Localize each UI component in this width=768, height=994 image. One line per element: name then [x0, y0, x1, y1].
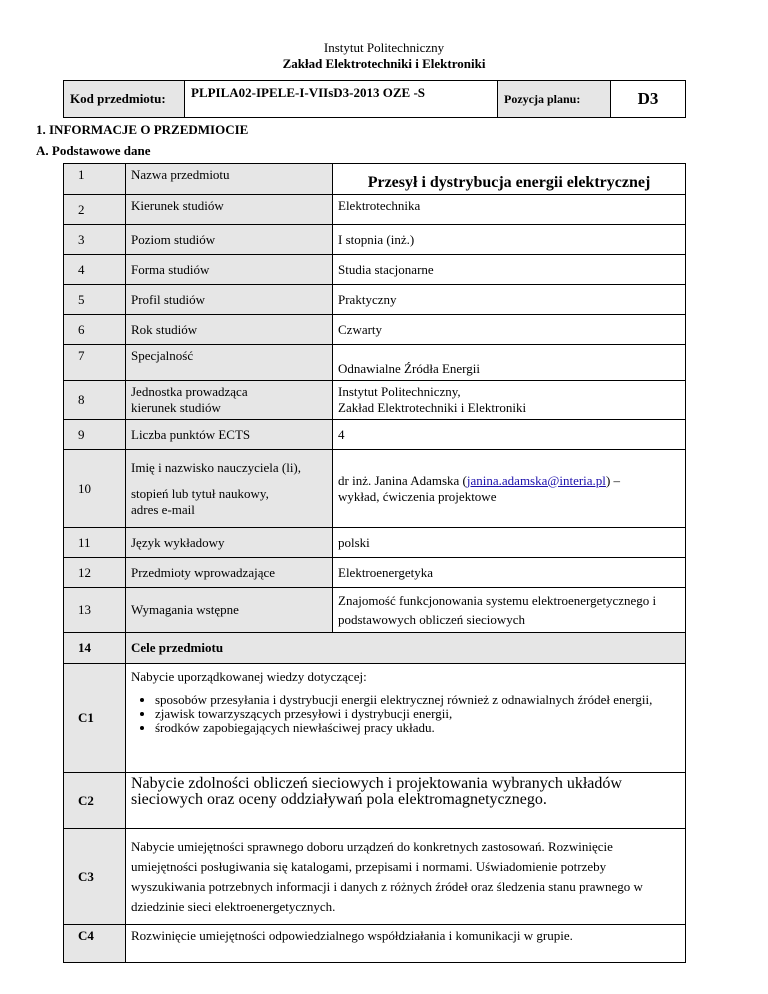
table-row	[64, 164, 686, 195]
table-row	[64, 225, 686, 255]
institution-name: Instytut Politechniczny	[323, 40, 445, 55]
goal-code: C2	[64, 773, 126, 829]
goal-text: Nabycie umiejętności sprawnego doboru urządzeń do konkretnych zastosowań. Rozwinięcie umiejętności posługiwania się katalogami, przepisami i normami. Uświadomienie potrzeby wyszukiwania potrzebnych informacji i danych z różnych źródeł oraz śledzenia stanu prawnego w dziedzinie sieci elektroenergetycznych.	[126, 829, 686, 925]
row-number: 8	[64, 381, 126, 420]
row-value-line: podstawowych obliczeń sieciowych	[338, 612, 526, 627]
row-number: 1	[64, 164, 126, 195]
row-label: Język wykładowy	[126, 528, 333, 558]
row-label: Liczba punktów ECTS	[126, 420, 333, 450]
row-label: Forma studiów	[126, 255, 333, 285]
goal-row-c4	[64, 925, 686, 963]
goal-text	[126, 664, 686, 773]
goal-row-c3	[64, 829, 686, 925]
table-row	[64, 450, 686, 528]
row-label: Wymagania wstępne	[126, 588, 333, 633]
row-value: polski	[333, 528, 686, 558]
row-number: 14	[64, 633, 126, 664]
position-label: Pozycja planu:	[498, 81, 611, 118]
basic-data-table	[63, 163, 686, 963]
row-number: 3	[64, 225, 126, 255]
table-row	[64, 558, 686, 588]
row-label	[126, 450, 333, 528]
row-value-line: Instytut Politechniczny,	[338, 384, 461, 399]
code-value: PLPILA02-IPELE-I-VIIsD3-2013 OZE -S	[185, 81, 498, 118]
subject-name: Przesył i dystrybucja energii elektrycznej	[367, 174, 651, 191]
row-value: Elektroenergetyka	[333, 558, 686, 588]
department-name: Zakład Elektrotechniki i Elektroniki	[282, 56, 486, 71]
row-number: 2	[64, 195, 126, 225]
teacher-name: dr inż. Janina Adamska (	[338, 472, 467, 488]
row-number: 12	[64, 558, 126, 588]
list-item: • sposobów przesyłania i dystrybucji energii elektrycznej również z odnawialnych źródeł energii,	[155, 693, 680, 707]
row-label	[126, 381, 333, 420]
goals-title: Cele przedmiotu	[126, 633, 686, 664]
row-value	[333, 588, 686, 633]
code-label: Kod przedmiotu:	[64, 81, 185, 118]
row-label-line: adres e-mail	[131, 501, 195, 517]
row-value: Czwarty	[333, 315, 686, 345]
row-number: 7	[64, 345, 126, 381]
row-number: 10	[64, 450, 126, 528]
row-label: Przedmioty wprowadzające	[126, 558, 333, 588]
row-value-line: Zakład Elektrotechniki i Elektroniki	[338, 400, 527, 415]
row-label: Rok studiów	[126, 315, 333, 345]
row-value: 4	[333, 420, 686, 450]
table-row	[64, 381, 686, 420]
goal-code: C4	[64, 925, 126, 963]
row-value: I stopnia (inż.)	[333, 225, 686, 255]
list-item: • zjawisk towarzyszących przesyłowi i dystrybucji energii,	[155, 707, 680, 721]
row-value: Studia stacjonarne	[333, 255, 686, 285]
list-item: • środków zapobiegających niewłaściwej pracy układu.	[155, 721, 680, 735]
goal-row-c1	[64, 664, 686, 773]
goal-bullet-list	[131, 693, 680, 735]
row-label-line: Jednostka prowadząca	[131, 384, 248, 399]
row-label-line: Imię i nazwisko nauczyciela (li),	[131, 459, 302, 475]
section-title: 1. INFORMACJE O PRZEDMIOCIE	[36, 122, 249, 137]
row-value	[333, 450, 686, 528]
row-label: Profil studiów	[126, 285, 333, 315]
row-label-line: stopień lub tytuł naukowy,	[131, 485, 269, 501]
subject-code-bar	[63, 80, 686, 118]
goal-code: C3	[64, 829, 126, 925]
row-label: Nazwa przedmiotu	[126, 164, 333, 195]
table-row	[64, 420, 686, 450]
table-row	[64, 528, 686, 558]
teacher-email-link[interactable]: janina.adamska@interia.pl	[466, 472, 606, 488]
goal-intro: Nabycie uporządkowanej wiedzy dotyczącej:	[131, 669, 367, 684]
goal-text: Rozwinięcie umiejętności odpowiedzialnego współdziałania i komunikacji w grupie.	[126, 925, 686, 963]
goal-row-c2	[64, 773, 686, 829]
table-row	[64, 285, 686, 315]
subsection-title: A. Podstawowe dane	[36, 143, 151, 158]
page-header	[0, 40, 768, 72]
table-row	[64, 195, 686, 225]
row-number: 5	[64, 285, 126, 315]
table-row	[64, 315, 686, 345]
row-number: 6	[64, 315, 126, 345]
row-number: 13	[64, 588, 126, 633]
row-value: Elektrotechnika	[333, 195, 686, 225]
row-value: Odnawialne Źródła Energii	[333, 345, 686, 381]
row-label: Poziom studiów	[126, 225, 333, 255]
goal-code: C1	[64, 664, 126, 773]
row-label: Specjalność	[126, 345, 333, 381]
row-number: 9	[64, 420, 126, 450]
row-value: Praktyczny	[333, 285, 686, 315]
row-number: 4	[64, 255, 126, 285]
table-row	[64, 345, 686, 381]
row-value-line: Znajomość funkcjonowania systemu elektroenergetycznego i	[338, 593, 657, 608]
table-row	[64, 255, 686, 285]
position-value: D3	[611, 81, 686, 118]
table-row	[64, 633, 686, 664]
row-value-line: wykład, ćwiczenia projektowe	[338, 488, 497, 504]
teacher-suffix: ) –	[605, 472, 621, 488]
row-value	[333, 381, 686, 420]
table-row	[64, 588, 686, 633]
row-label: Kierunek studiów	[126, 195, 333, 225]
goal-text: Nabycie zdolności obliczeń sieciowych i projektowania wybranych układów sieciowych oraz oceny oddziaływań pola elektromagnetycznego.	[126, 773, 686, 829]
row-label-line: kierunek studiów	[131, 400, 221, 415]
row-number: 11	[64, 528, 126, 558]
